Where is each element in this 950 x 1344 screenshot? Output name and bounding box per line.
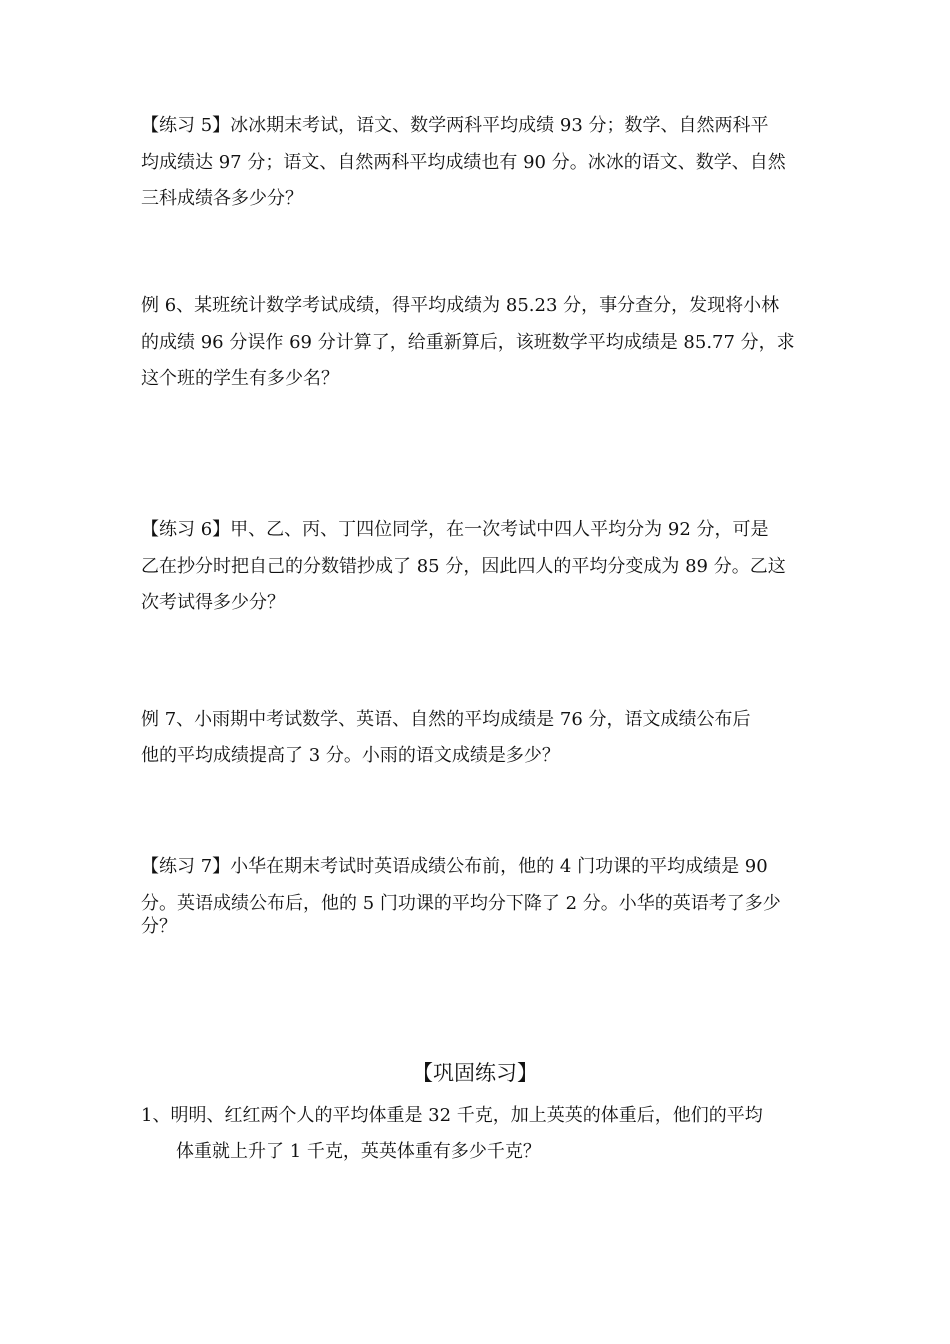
text-line: 乙在抄分时把自己的分数错抄成了 85 分，因此四人的平均分变成为 89 分。乙这 (141, 556, 786, 577)
text-line: 次考试得多少分？ (141, 592, 285, 613)
text-line: 这个班的学生有多少名？ (141, 368, 339, 389)
text-line: 体重就上升了 1 千克，英英体重有多少千克？ (176, 1141, 541, 1162)
text-line: 例 7、小雨期中考试数学、英语、自然的平均成绩是 76 分，语文成绩公布后 (141, 709, 751, 730)
text-line: 三科成绩各多少分？ (141, 188, 303, 209)
text-line: 【练习 7】小华在期末考试时英语成绩公布前，他的 4 门功课的平均成绩是 90 (141, 856, 768, 877)
text-line: 他的平均成绩提高了 3 分。小雨的语文成绩是多少？ (141, 745, 560, 766)
text-line: 例 6、某班统计数学考试成绩，得平均成绩为 85.23 分，事分查分，发现将小林 (141, 295, 780, 316)
text-line: 分。英语成绩公布后，他的 5 门功课的平均分下降了 2 分。小华的英语考了多少 (141, 893, 781, 914)
text-line: 的成绩 96 分误作 69 分计算了，给重新算后，该班数学平均成绩是 85.77 分，求 (141, 332, 795, 353)
text-line: 均成绩达 97 分；语文、自然两科平均成绩也有 90 分。冰冰的语文、数学、自然 (141, 152, 786, 173)
text-line: 【练习 6】甲、乙、丙、丁四位同学，在一次考试中四人平均分为 92 分，可是 (141, 519, 769, 540)
section-title: 【巩固练习】 (412, 1061, 538, 1085)
text-line: 1、明明、红红两个人的平均体重是 32 千克，加上英英的体重后，他们的平均 (141, 1105, 763, 1126)
text-line: 【练习 5】冰冰期末考试，语文、数学两科平均成绩 93 分；数学、自然两科平 (141, 115, 769, 136)
text-line: 分？ (141, 916, 177, 937)
